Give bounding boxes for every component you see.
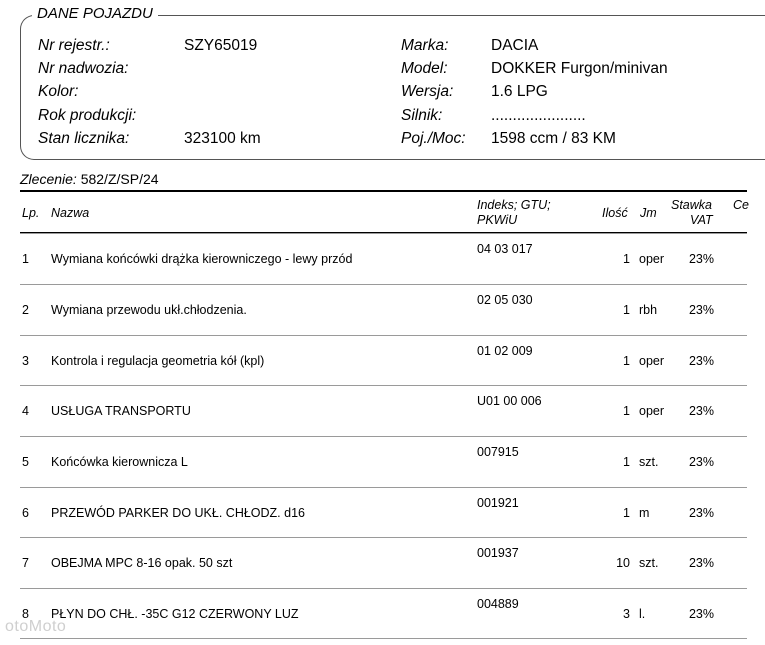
header-index-line2: PKWiU	[477, 213, 518, 227]
row-lp: 8	[22, 607, 29, 621]
table-row	[20, 487, 747, 538]
production-year-label: Rok produkcji:	[38, 107, 137, 124]
table-row	[20, 385, 747, 436]
row-lp: 3	[22, 354, 29, 368]
order-line	[20, 171, 159, 187]
row-qty: 3	[623, 607, 630, 621]
row-vat: 23%	[688, 303, 714, 317]
color-label: Kolor:	[38, 83, 79, 100]
header-vat-line1: Stawka	[671, 198, 712, 212]
header-name: Nazwa	[51, 206, 90, 220]
row-unit: oper	[639, 354, 665, 368]
engine-label: Silnik:	[401, 107, 443, 124]
model-value: DOKKER Furgon/minivan	[491, 60, 668, 77]
order-number: 582/Z/SP/24	[80, 171, 159, 187]
header-unit: Jm	[640, 206, 657, 220]
row-qty: 10	[616, 556, 630, 570]
row-qty: 1	[623, 404, 630, 418]
capacity-power-label: Poj./Moc:	[401, 130, 466, 147]
row-name: Wymiana przewodu ukł.chłodzenia.	[51, 303, 247, 317]
reg-number-value: SZY65019	[184, 37, 258, 54]
row-lp: 2	[22, 303, 29, 317]
row-vat: 23%	[688, 455, 714, 469]
table-row	[20, 233, 747, 284]
table-top-rule	[20, 190, 747, 192]
table-row	[20, 537, 747, 588]
odometer-label: Stan licznika:	[38, 130, 130, 147]
row-unit: oper	[639, 252, 665, 266]
watermark-logo: otoMoto	[5, 618, 67, 635]
row-vat: 23%	[688, 404, 714, 418]
header-qty: Ilość	[602, 206, 628, 220]
row-index: 007915	[477, 445, 519, 459]
row-index: 04 03 017	[477, 242, 533, 256]
version-value: 1.6 LPG	[491, 83, 548, 100]
row-qty: 1	[623, 455, 630, 469]
make-label: Marka:	[401, 37, 449, 54]
row-unit: l.	[639, 607, 646, 621]
row-name: Kontrola i regulacja geometria kół (kpl)	[51, 354, 265, 368]
row-lp: 1	[22, 252, 29, 266]
row-name: Końcówka kierownicza L	[51, 455, 188, 469]
row-unit: oper	[639, 404, 665, 418]
row-lp: 7	[22, 556, 29, 570]
table-row	[20, 335, 747, 386]
order-label: Zlecenie:	[20, 171, 77, 187]
vehicle-section-title: DANE POJAZDU	[32, 5, 158, 22]
row-vat: 23%	[688, 556, 714, 570]
odometer-value: 323100 km	[184, 130, 261, 147]
row-vat: 23%	[688, 506, 714, 520]
header-price-partial: Ce	[733, 198, 749, 212]
row-index: 02 05 030	[477, 293, 533, 307]
row-unit: rbh	[639, 303, 658, 317]
table-row	[20, 436, 747, 487]
header-vat-line2: VAT	[690, 213, 713, 227]
make-value: DACIA	[491, 37, 539, 54]
row-name: PRZEWÓD PARKER DO UKŁ. CHŁODZ. d16	[51, 506, 305, 520]
row-name: Wymiana końcówki drążka kierowniczego - lewy przód	[51, 252, 353, 266]
table-row	[20, 588, 747, 639]
row-lp: 4	[22, 404, 29, 418]
row-index: 01 02 009	[477, 344, 533, 358]
row-vat: 23%	[688, 252, 714, 266]
row-qty: 1	[623, 506, 630, 520]
row-lp: 6	[22, 506, 29, 520]
header-index-line1: Indeks; GTU;	[477, 198, 551, 212]
engine-value: ......................	[491, 107, 586, 124]
row-index: 001937	[477, 546, 519, 560]
table-bottom-rule	[20, 638, 747, 639]
row-unit: szt.	[639, 556, 659, 570]
header-lp: Lp.	[22, 206, 40, 220]
row-name: PŁYN DO CHŁ. -35C G12 CZERWONY LUZ	[51, 607, 299, 621]
table-row	[20, 284, 747, 335]
row-name: OBEJMA MPC 8-16 opak. 50 szt	[51, 556, 233, 570]
row-qty: 1	[623, 354, 630, 368]
row-index: U01 00 006	[477, 394, 542, 408]
row-index: 004889	[477, 597, 519, 611]
row-qty: 1	[623, 252, 630, 266]
row-index: 001921	[477, 496, 519, 510]
row-name: USŁUGA TRANSPORTU	[51, 404, 191, 418]
row-unit: m	[639, 506, 650, 520]
row-unit: szt.	[639, 455, 659, 469]
capacity-power-value: 1598 ccm / 83 KM	[491, 130, 616, 147]
row-lp: 5	[22, 455, 29, 469]
version-label: Wersja:	[401, 83, 454, 100]
vehicle-section-box	[20, 15, 765, 160]
reg-number-label: Nr rejestr.:	[38, 37, 110, 54]
row-vat: 23%	[688, 607, 714, 621]
row-qty: 1	[623, 303, 630, 317]
row-vat: 23%	[688, 354, 714, 368]
model-label: Model:	[401, 60, 448, 77]
vin-label: Nr nadwozia:	[38, 60, 129, 77]
